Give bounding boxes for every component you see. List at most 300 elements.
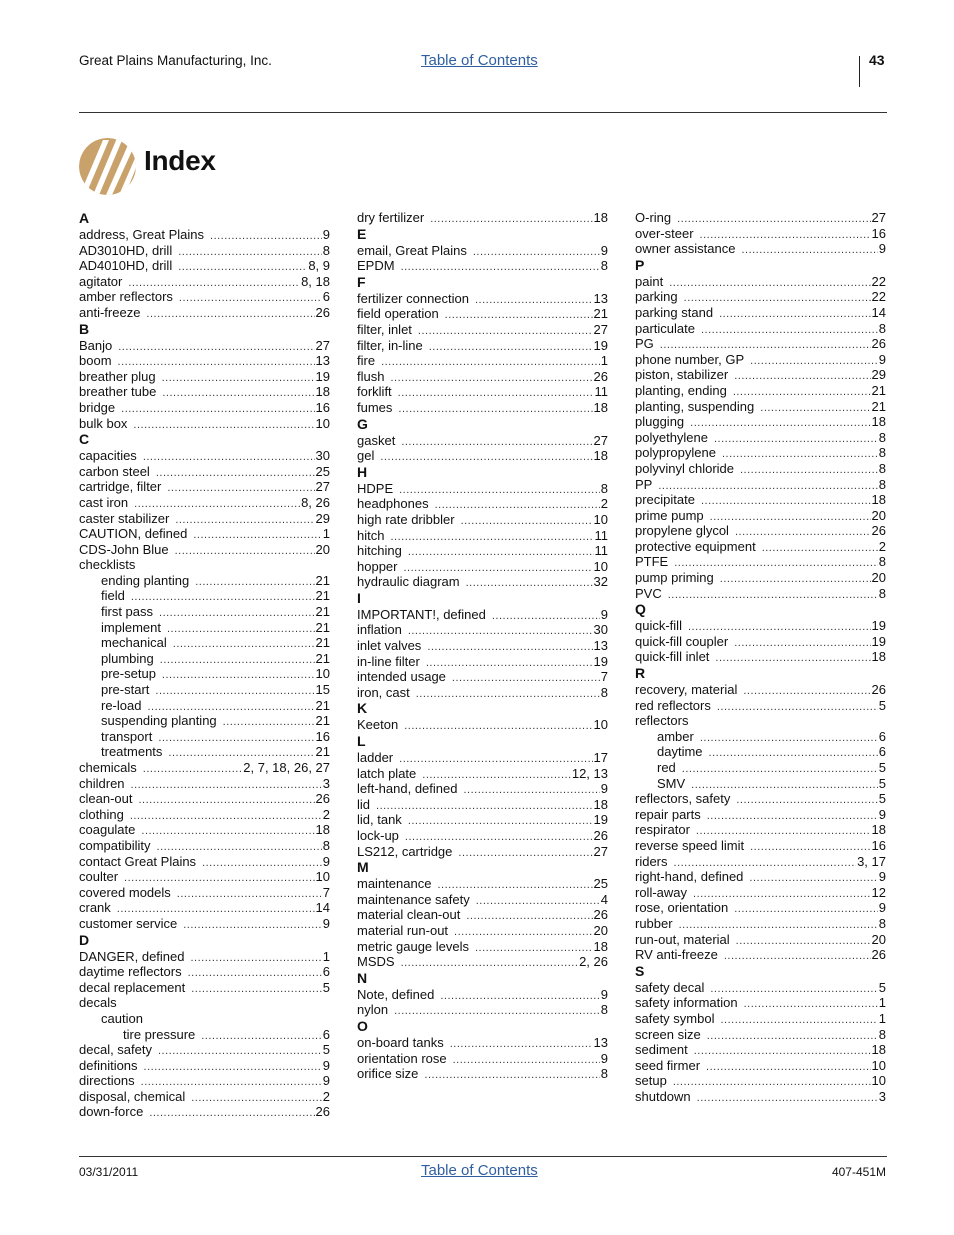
index-entry xyxy=(357,210,608,226)
index-letter-heading: S xyxy=(635,962,645,979)
index-page-ref: 10 xyxy=(593,558,608,574)
index-page-ref: 1 xyxy=(322,526,330,542)
index-page-ref: 20 xyxy=(593,922,608,938)
index-entry xyxy=(79,588,330,604)
index-term: nylon xyxy=(357,1002,389,1018)
index-page-ref: 26 xyxy=(871,682,886,698)
index-page-ref: 27 xyxy=(871,210,886,225)
index-entry xyxy=(79,1073,330,1089)
index-entry xyxy=(79,666,330,682)
index-term: decals xyxy=(79,995,117,1011)
index-term: caution xyxy=(101,1010,143,1026)
index-entry xyxy=(79,448,330,464)
index-page-ref: 5 xyxy=(878,775,886,791)
dot-leader xyxy=(709,746,878,762)
index-entry xyxy=(357,685,608,701)
index-entry xyxy=(79,980,330,996)
index-page-ref: 8 xyxy=(878,915,886,931)
index-page-ref: 12 xyxy=(871,884,886,900)
index-term: suspending planting xyxy=(101,713,217,729)
index-entry xyxy=(357,750,608,766)
index-page-ref: 18 xyxy=(871,492,886,508)
dot-leader xyxy=(750,354,878,370)
index-term: amber xyxy=(657,728,694,744)
index-page-ref: 27 xyxy=(593,321,608,337)
dot-leader xyxy=(202,856,322,872)
index-term: PP xyxy=(635,476,653,492)
index-entry xyxy=(635,383,886,399)
index-term: down-force xyxy=(79,1104,144,1120)
index-term: tire pressure xyxy=(123,1026,196,1042)
index-term: red xyxy=(657,760,676,775)
dot-leader xyxy=(380,450,592,466)
dot-leader xyxy=(736,793,877,809)
index-entry xyxy=(635,305,886,321)
index-term: setup xyxy=(635,1073,667,1089)
index-page-ref: 21 xyxy=(315,713,330,729)
index-page-ref: 9 xyxy=(322,1073,330,1089)
index-entry xyxy=(79,713,330,729)
index-term: contact Great Plains xyxy=(79,853,197,869)
index-page-ref: 10 xyxy=(871,1073,886,1089)
dot-leader xyxy=(398,386,594,402)
index-page-ref: 25 xyxy=(315,463,330,479)
index-page-ref: 8 xyxy=(600,1002,608,1018)
index-page-ref: 5 xyxy=(878,697,886,713)
dot-leader xyxy=(177,887,322,903)
index-page-ref: 19 xyxy=(593,812,608,828)
index-entry xyxy=(635,352,886,368)
index-page-ref: 16 xyxy=(871,837,886,853)
dot-leader xyxy=(191,982,322,998)
dot-leader xyxy=(697,1091,878,1107)
index-page-ref: 18 xyxy=(315,384,330,400)
index-term: parking xyxy=(635,289,678,305)
index-entry xyxy=(635,570,886,586)
index-term: paint xyxy=(635,273,664,289)
index-page-ref: 18 xyxy=(315,822,330,838)
dot-leader xyxy=(188,966,322,982)
index-entry xyxy=(79,526,330,542)
dot-leader xyxy=(466,576,593,592)
dot-leader xyxy=(418,324,593,340)
index-term: phone number, GP xyxy=(635,351,745,367)
index-page-ref: 27 xyxy=(593,432,608,448)
index-term: safety information xyxy=(635,995,738,1011)
page-title: Index xyxy=(144,145,216,176)
index-term: particulate xyxy=(635,320,695,336)
index-entry xyxy=(357,892,608,908)
index-page-ref: 18 xyxy=(871,414,886,430)
dot-leader xyxy=(750,840,870,856)
index-entry xyxy=(635,791,886,807)
index-letter-heading: K xyxy=(357,700,368,717)
index-term: cast iron xyxy=(79,494,129,510)
index-term: shutdown xyxy=(635,1088,691,1104)
dot-leader xyxy=(158,1044,322,1060)
index-term: propylene glycol xyxy=(635,523,729,539)
index-page-ref: 20 xyxy=(871,507,886,523)
index-entry xyxy=(357,923,608,939)
index-page-ref: 29 xyxy=(871,367,886,383)
index-entry xyxy=(79,338,330,354)
index-term: implement xyxy=(101,619,161,635)
index-term: coagulate xyxy=(79,822,136,838)
index-page-ref: 9 xyxy=(600,781,608,797)
index-term: on-board tanks xyxy=(357,1034,444,1050)
index-term: reflectors, safety xyxy=(635,791,731,807)
index-entry xyxy=(357,496,608,512)
dot-leader xyxy=(734,902,878,918)
dot-leader xyxy=(162,668,315,684)
dot-leader xyxy=(424,1068,599,1084)
index-entry xyxy=(79,258,330,274)
index-page-ref: 8 xyxy=(878,585,886,601)
index-letter-heading: N xyxy=(357,969,368,986)
index-term: protective equipment xyxy=(635,538,756,554)
index-page-ref: 22 xyxy=(871,273,886,289)
index-entry xyxy=(357,907,608,923)
index-term: material clean-out xyxy=(357,907,461,923)
dot-leader xyxy=(223,715,315,731)
index-page-ref: 21 xyxy=(315,744,330,760)
index-letter-heading: E xyxy=(357,225,367,242)
index-entry xyxy=(635,854,886,870)
index-letter-heading: A xyxy=(79,210,90,226)
dot-leader xyxy=(183,918,322,934)
dot-leader xyxy=(394,1004,600,1020)
index-term: recovery, material xyxy=(635,682,738,698)
index-term: latch plate xyxy=(357,765,417,781)
index-term: polyvinyl chloride xyxy=(635,460,734,476)
dot-leader xyxy=(452,671,600,687)
index-page-ref: 21 xyxy=(593,306,608,322)
index-term: children xyxy=(79,775,125,791)
dot-leader xyxy=(690,416,870,432)
dot-leader xyxy=(193,528,321,544)
index-page-ref: 9 xyxy=(322,227,330,242)
index-term: bridge xyxy=(79,399,116,415)
index-entry xyxy=(357,781,608,797)
index-page-ref: 26 xyxy=(593,828,608,843)
index-page-ref: 8 xyxy=(878,1026,886,1042)
index-page-ref: 26 xyxy=(871,523,886,539)
index-entry xyxy=(635,430,886,446)
index-page-ref: 7 xyxy=(322,884,330,900)
index-entry xyxy=(635,713,886,729)
index-term: filter, in-line xyxy=(357,337,423,353)
index-term: rubber xyxy=(635,915,673,931)
index-page-ref: 10 xyxy=(871,1057,886,1073)
index-entry xyxy=(79,464,330,480)
index-term: customer service xyxy=(79,915,178,931)
dot-leader xyxy=(167,481,314,497)
dot-leader xyxy=(740,463,878,479)
index-entry xyxy=(635,523,886,539)
index-entry xyxy=(635,1058,886,1074)
index-page-ref: 27 xyxy=(315,479,330,495)
index-term: headphones xyxy=(357,496,429,512)
dot-leader xyxy=(408,814,593,830)
index-term: parking stand xyxy=(635,304,714,320)
index-entry xyxy=(357,291,608,307)
index-page-ref: 8 xyxy=(878,320,886,336)
dot-leader xyxy=(175,544,315,560)
index-page-ref: 18 xyxy=(871,822,886,838)
dot-leader xyxy=(461,514,593,530)
dot-leader xyxy=(210,229,322,245)
index-term: inlet valves xyxy=(357,638,422,654)
header-divider xyxy=(859,56,860,87)
dot-leader xyxy=(130,809,322,825)
index-term: fertilizer connection xyxy=(357,290,469,306)
index-page-ref: 14 xyxy=(871,304,886,320)
index-page-ref: 16 xyxy=(871,225,886,241)
dot-leader xyxy=(694,1044,871,1060)
index-entry xyxy=(635,947,886,963)
index-term: gel xyxy=(357,448,375,464)
index-term: respirator xyxy=(635,822,690,838)
index-entry xyxy=(635,399,886,415)
index-page-ref: 9 xyxy=(878,351,886,367)
index-entry xyxy=(79,838,330,854)
index-term: safety decal xyxy=(635,979,705,995)
index-term: CAUTION, defined xyxy=(79,526,188,542)
index-term: boom xyxy=(79,353,112,369)
dot-leader xyxy=(191,1091,322,1107)
page-number: 43 xyxy=(869,52,885,68)
index-page-ref: 30 xyxy=(315,448,330,464)
dot-leader xyxy=(143,762,242,778)
index-entry xyxy=(357,574,608,590)
index-page-ref: 21 xyxy=(315,650,330,666)
index-entry xyxy=(635,492,886,508)
index-entry xyxy=(635,838,886,854)
index-page-ref: 19 xyxy=(871,618,886,634)
index-term: metric gauge levels xyxy=(357,938,469,954)
index-term: clean-out xyxy=(79,791,133,807)
index-entry xyxy=(357,528,608,544)
index-page-ref: 21 xyxy=(871,382,886,398)
index-term: clothing xyxy=(79,806,124,822)
index-page-ref: 2, 7, 18, 26, 27 xyxy=(243,760,330,775)
index-page-ref: 9 xyxy=(600,606,608,622)
index-term: checklists xyxy=(79,557,136,573)
dot-leader xyxy=(162,371,315,387)
index-entry xyxy=(357,353,608,369)
dot-leader xyxy=(749,871,877,887)
index-term: fumes xyxy=(357,399,393,415)
dot-leader xyxy=(760,401,870,417)
index-entry xyxy=(79,854,330,870)
index-page-ref: 10 xyxy=(315,415,330,431)
index-term: orientation rose xyxy=(357,1050,447,1066)
index-term: screen size xyxy=(635,1026,701,1042)
index-entry xyxy=(635,776,886,792)
index-term: prime pump xyxy=(635,507,704,523)
index-entry xyxy=(79,305,330,321)
index-page-ref: 29 xyxy=(315,510,330,526)
index-entry xyxy=(79,760,330,776)
dot-leader xyxy=(155,684,314,700)
index-term: hitching xyxy=(357,543,402,559)
index-entry xyxy=(635,586,886,602)
index-page-ref: 3, 17 xyxy=(857,853,886,869)
index-term: safety symbol xyxy=(635,1010,715,1026)
index-entry xyxy=(635,900,886,916)
dot-leader xyxy=(201,1029,322,1045)
index-page-ref: 18 xyxy=(871,1042,886,1058)
dot-leader xyxy=(677,212,870,228)
dot-leader xyxy=(706,1060,871,1076)
footer-toc-link[interactable]: Table of Contents xyxy=(421,1162,538,1179)
index-entry xyxy=(79,353,330,369)
header-toc-link[interactable]: Table of Contents xyxy=(421,52,538,69)
index-term: PVC xyxy=(635,585,662,601)
index-page-ref: 5 xyxy=(322,979,330,995)
dot-leader xyxy=(475,941,593,957)
index-term: capacities xyxy=(79,448,137,464)
index-entry xyxy=(357,1035,608,1051)
index-entry xyxy=(79,995,330,1011)
index-term: planting, suspending xyxy=(635,398,755,414)
index-term: PTFE xyxy=(635,554,669,570)
index-entry xyxy=(79,384,330,400)
index-term: lock-up xyxy=(357,828,399,843)
dot-leader xyxy=(669,276,870,292)
index-term: plugging xyxy=(635,414,685,430)
index-entry xyxy=(79,495,330,511)
index-term: material run-out xyxy=(357,922,449,938)
index-term: repair parts xyxy=(635,806,701,822)
index-entry xyxy=(357,828,608,844)
dot-leader xyxy=(133,418,314,434)
index-entry xyxy=(79,369,330,385)
index-page-ref: 19 xyxy=(593,653,608,669)
index-entry xyxy=(357,448,608,464)
index-entry xyxy=(79,744,330,760)
dot-leader xyxy=(673,1075,871,1091)
index-entry xyxy=(79,1089,330,1105)
index-page-ref: 9 xyxy=(322,915,330,931)
dot-leader xyxy=(682,762,878,778)
index-entry xyxy=(635,744,886,760)
index-page-ref: 1 xyxy=(322,948,330,964)
dot-leader xyxy=(440,989,599,1005)
index-page-ref: 8 xyxy=(322,837,330,853)
dot-leader xyxy=(401,956,579,972)
dot-leader xyxy=(175,513,314,529)
index-term: polyethylene xyxy=(635,429,708,445)
index-entry xyxy=(357,512,608,528)
index-page-ref: 26 xyxy=(315,791,330,807)
dot-leader xyxy=(473,245,600,261)
index-term: flush xyxy=(357,368,385,384)
index-term: cartridge, filter xyxy=(79,479,162,495)
index-entry xyxy=(79,949,330,965)
index-entry xyxy=(357,654,608,670)
dot-leader xyxy=(173,637,315,653)
index-page-ref: 1 xyxy=(878,1010,886,1026)
index-term: riders xyxy=(635,853,668,869)
index-entry xyxy=(357,638,608,654)
index-entry xyxy=(635,729,886,745)
index-letter-heading: B xyxy=(79,320,90,337)
index-entry xyxy=(357,433,608,449)
index-page-ref: 8 xyxy=(878,445,886,461)
index-term: AD4010HD, drill xyxy=(79,258,173,274)
dot-leader xyxy=(149,1106,314,1122)
dot-leader xyxy=(158,731,314,747)
index-entry xyxy=(79,916,330,932)
index-term: daytime xyxy=(657,744,703,760)
index-term: in-line filter xyxy=(357,653,420,669)
index-term: reverse speed limit xyxy=(635,837,745,853)
index-term: gasket xyxy=(357,432,396,448)
index-term: intended usage xyxy=(357,669,446,685)
index-term: Banjo xyxy=(79,337,113,353)
dot-leader xyxy=(717,700,878,716)
index-page-ref: 6 xyxy=(878,728,886,744)
index-entry xyxy=(357,243,608,259)
index-page-ref: 8 xyxy=(600,258,608,274)
index-page-ref: 9 xyxy=(600,986,608,1002)
index-entry xyxy=(635,1042,886,1058)
index-page-ref: 16 xyxy=(315,399,330,415)
index-term: IMPORTANT!, defined xyxy=(357,606,486,622)
dot-leader xyxy=(722,447,878,463)
index-page-ref: 6 xyxy=(322,289,330,305)
index-column-1 xyxy=(79,210,330,1120)
index-column-3 xyxy=(635,210,886,1104)
index-entry xyxy=(79,479,330,495)
index-entry xyxy=(357,543,608,559)
index-entry xyxy=(635,760,886,776)
index-term: maintenance xyxy=(357,876,432,892)
index-page-ref: 15 xyxy=(315,682,330,698)
index-term: field xyxy=(101,588,125,604)
index-page-ref: 3 xyxy=(322,775,330,791)
index-letter-heading: C xyxy=(79,431,90,448)
index-page-ref: 9 xyxy=(878,900,886,916)
dot-leader xyxy=(143,450,315,466)
dot-leader xyxy=(734,636,870,652)
index-term: coulter xyxy=(79,869,119,885)
index-entry xyxy=(635,932,886,948)
index-entry xyxy=(357,559,608,575)
index-term: red reflectors xyxy=(635,697,711,713)
dot-leader xyxy=(416,687,600,703)
dot-leader xyxy=(178,260,307,276)
index-page-ref: 25 xyxy=(593,876,608,892)
index-entry xyxy=(79,274,330,290)
index-term: left-hand, defined xyxy=(357,781,458,797)
index-term: treatments xyxy=(101,744,163,760)
index-entry xyxy=(79,869,330,885)
index-entry xyxy=(635,822,886,838)
index-entry xyxy=(79,416,330,432)
index-entry xyxy=(79,729,330,745)
index-entry xyxy=(79,698,330,714)
index-entry xyxy=(635,649,886,665)
index-term: high rate dribbler xyxy=(357,511,455,527)
index-page-ref: 8 xyxy=(878,460,886,476)
index-page-ref: 21 xyxy=(315,635,330,651)
index-page-ref: 2 xyxy=(878,538,886,554)
index-page-ref: 21 xyxy=(315,572,330,588)
dot-leader xyxy=(668,588,878,604)
index-entry xyxy=(79,900,330,916)
